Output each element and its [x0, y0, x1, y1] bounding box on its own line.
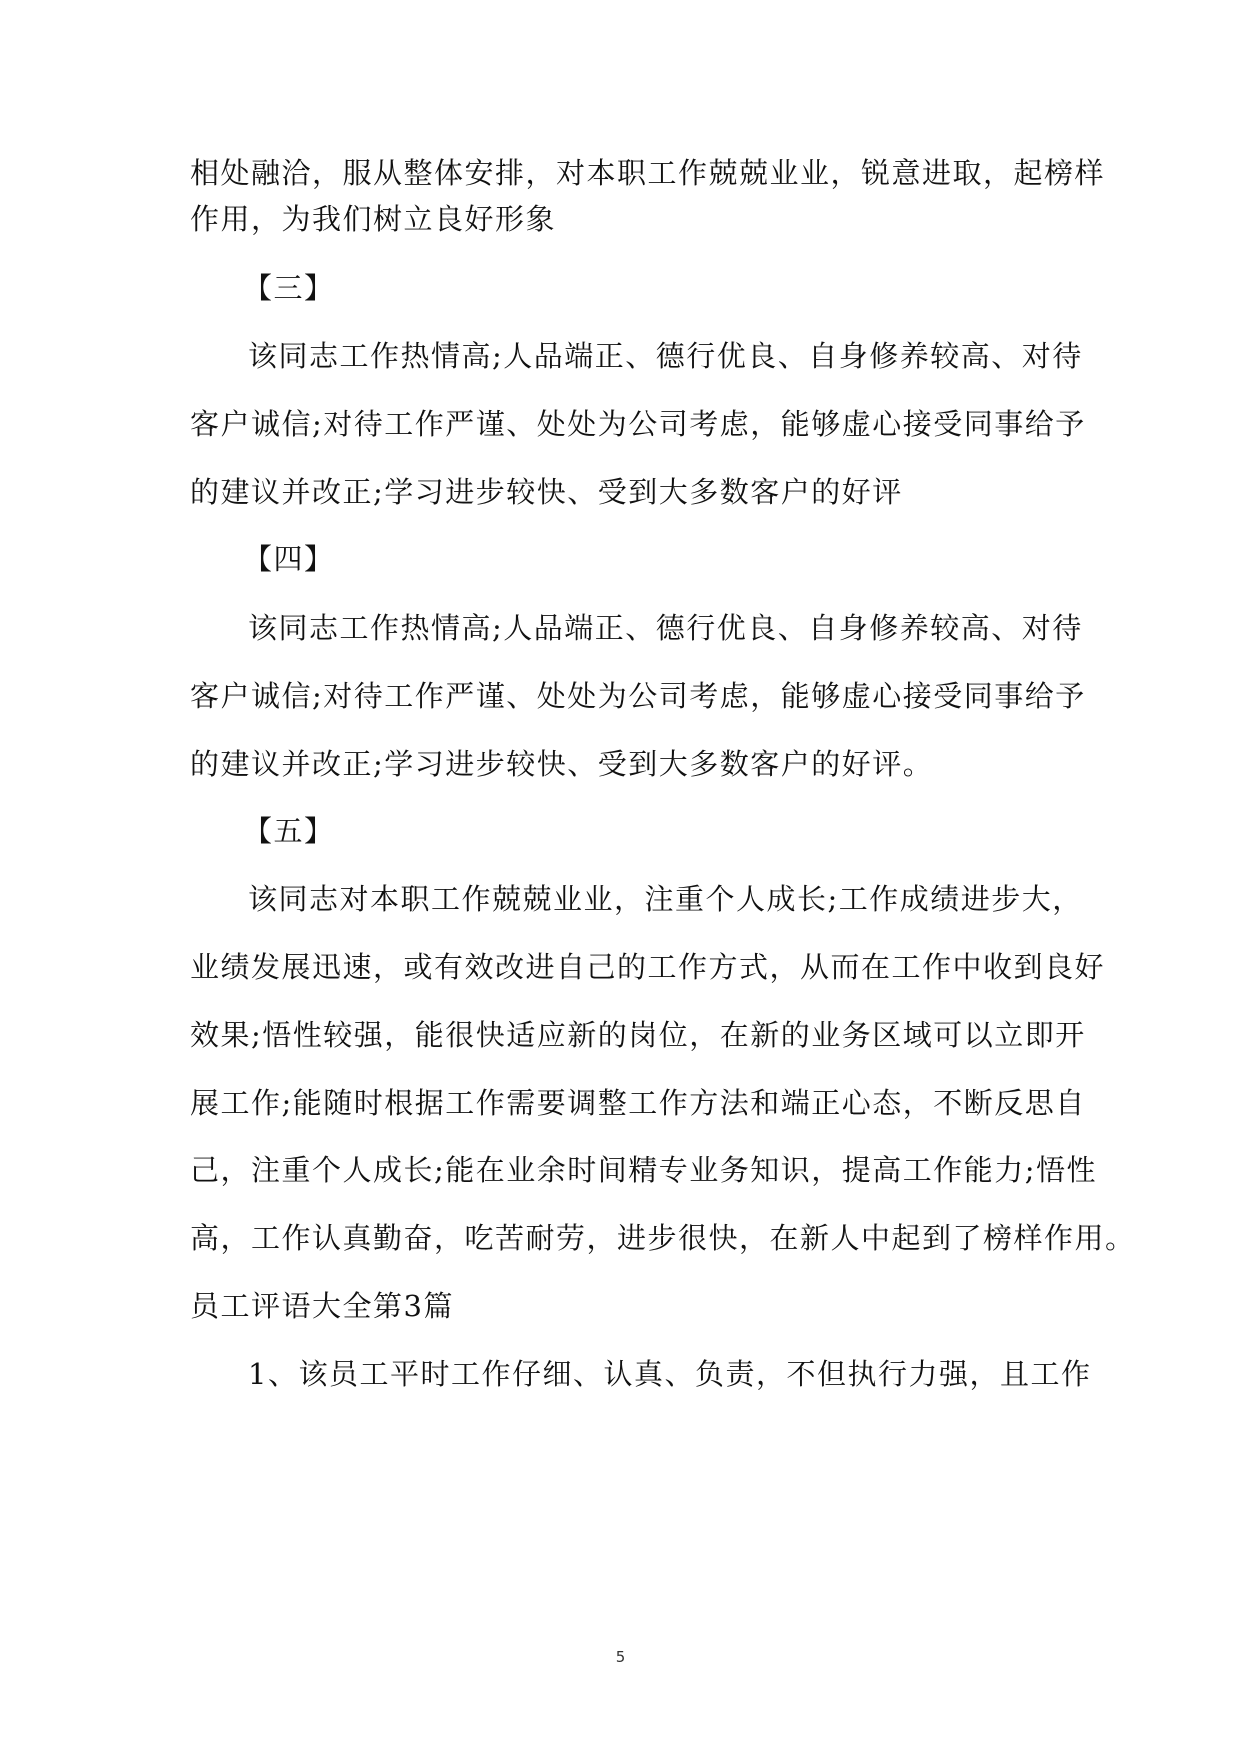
section-heading-3: 【三】: [243, 271, 335, 305]
body-text-line: 客户诚信;对待工作严谨、处处为公司考虑，能够虚心接受同事给予: [190, 407, 1086, 441]
body-text-line: 的建议并改正;学习进步较快、受到大多数客户的好评。: [190, 747, 934, 781]
body-text-line: 高，工作认真勤奋，吃苦耐劳，进步很快，在新人中起到了榜样作用。: [190, 1221, 1136, 1255]
article-title: 员工评语大全第3篇: [190, 1289, 454, 1323]
body-text-line: 展工作;能随时根据工作需要调整工作方法和端正心态，不断反思自: [190, 1086, 1086, 1120]
body-text-line: 该同志对本职工作兢兢业业，注重个人成长;工作成绩进步大，: [248, 882, 1083, 916]
section-heading-4: 【四】: [243, 542, 335, 576]
page-number: 5: [615, 1648, 626, 1666]
section-heading-5: 【五】: [243, 814, 335, 848]
body-text-line: 相处融洽，服从整体安排，对本职工作兢兢业业，锐意进取，起榜样: [190, 156, 1106, 190]
body-text-line: 业绩发展迅速，或有效改进自己的工作方式，从而在工作中收到良好: [190, 950, 1106, 984]
body-text-line: 作用，为我们树立良好形象: [190, 202, 557, 236]
body-text-line: 该同志工作热情高;人品端正、德行优良、自身修养较高、对待: [248, 611, 1083, 645]
body-text-line: 己，注重个人成长;能在业余时间精专业务知识，提高工作能力;悟性: [190, 1153, 1098, 1187]
body-text-line: 1、该员工平时工作仔细、认真、负责，不但执行力强，且工作: [248, 1357, 1092, 1391]
body-text-line: 客户诚信;对待工作严谨、处处为公司考虑，能够虚心接受同事给予: [190, 679, 1086, 713]
body-text-line: 的建议并改正;学习进步较快、受到大多数客户的好评: [190, 475, 903, 509]
body-text-line: 效果;悟性较强，能很快适应新的岗位，在新的业务区域可以立即开: [190, 1018, 1086, 1052]
body-text-line: 该同志工作热情高;人品端正、德行优良、自身修养较高、对待: [248, 339, 1083, 373]
